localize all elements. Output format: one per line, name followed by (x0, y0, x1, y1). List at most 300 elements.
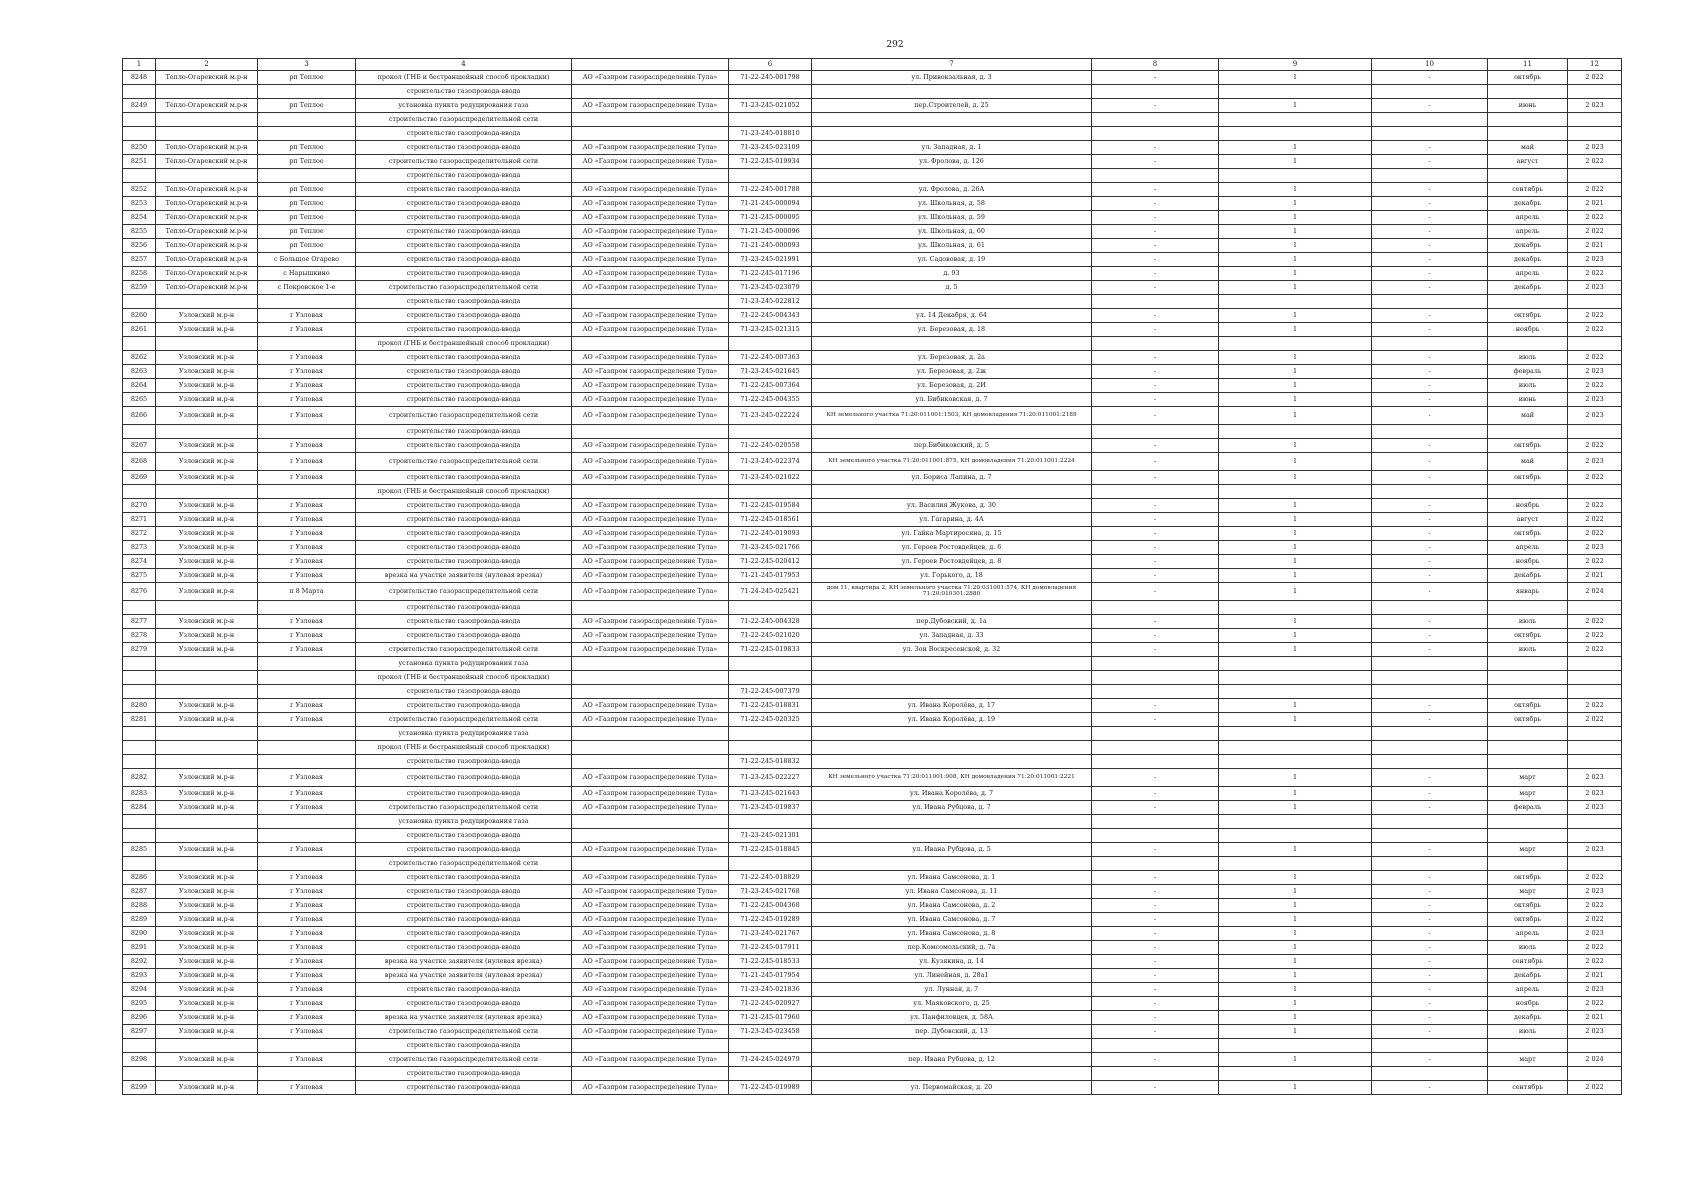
quantity-cell: 1 (1219, 955, 1372, 969)
month-cell: июль (1488, 1025, 1568, 1039)
work-type-cell: строительство газораспределительной сети (356, 113, 572, 127)
locality-cell (258, 727, 356, 741)
table-row (123, 569, 1622, 583)
address-cell: ул. 14 Декабря, д. 64 (812, 309, 1092, 323)
table-row (123, 615, 1622, 629)
district-cell: Узловский м.р-н (156, 583, 258, 601)
district-cell: Узловский м.р-н (156, 499, 258, 513)
row-number-cell: 8280 (123, 699, 156, 713)
locality-cell: г Узловая (258, 499, 356, 513)
dash-cell (1372, 85, 1488, 99)
organization-cell: АО «Газпром газораспределение Тула» (572, 211, 729, 225)
district-cell (156, 113, 258, 127)
quantity-cell (1219, 1067, 1372, 1081)
district-cell (156, 295, 258, 309)
dash-cell (1092, 815, 1219, 829)
address-cell: ул. Василия Жукова, д. 30 (812, 499, 1092, 513)
table-row (123, 671, 1622, 685)
locality-cell: г Узловая (258, 439, 356, 453)
work-type-cell: строительство газопровода-ввода (356, 183, 572, 197)
month-cell (1488, 857, 1568, 871)
dash-cell: - (1372, 629, 1488, 643)
dash-cell: - (1092, 801, 1219, 815)
quantity-cell: 1 (1219, 1081, 1372, 1095)
organization-cell: АО «Газпром газораспределение Тула» (572, 183, 729, 197)
organization-cell: АО «Газпром газораспределение Тула» (572, 197, 729, 211)
code-cell (729, 727, 812, 741)
year-cell: 2 023 (1568, 365, 1622, 379)
dash-cell: - (1372, 499, 1488, 513)
year-cell: 2 023 (1568, 927, 1622, 941)
dash-cell: - (1092, 699, 1219, 713)
month-cell (1488, 127, 1568, 141)
dash-cell: - (1092, 583, 1219, 601)
code-cell: 71-22-245-007379 (729, 685, 812, 699)
table-row (123, 439, 1622, 453)
table-row (123, 885, 1622, 899)
quantity-cell: 1 (1219, 983, 1372, 997)
col-header (572, 59, 729, 71)
dash-cell (1372, 485, 1488, 499)
district-cell (156, 657, 258, 671)
dash-cell (1092, 337, 1219, 351)
address-cell: ул. Фролова, д. 26А (812, 183, 1092, 197)
table-row (123, 85, 1622, 99)
locality-cell: г Узловая (258, 541, 356, 555)
dash-cell: - (1092, 569, 1219, 583)
year-cell (1568, 1067, 1622, 1081)
work-type-cell: строительство газопровода-ввода (356, 499, 572, 513)
locality-cell: г Узловая (258, 1025, 356, 1039)
month-cell: декабрь (1488, 969, 1568, 983)
dash-cell: - (1092, 379, 1219, 393)
work-type-cell: строительство газопровода-ввода (356, 127, 572, 141)
quantity-cell (1219, 815, 1372, 829)
code-cell: 71-22-245-020558 (729, 439, 812, 453)
work-type-cell: строительство газопровода-ввода (356, 351, 572, 365)
quantity-cell: 1 (1219, 323, 1372, 337)
dash-cell: - (1372, 801, 1488, 815)
organization-cell (572, 85, 729, 99)
work-type-cell: строительство газопровода-ввода (356, 541, 572, 555)
dash-cell: - (1092, 211, 1219, 225)
dash-cell: - (1092, 439, 1219, 453)
organization-cell: АО «Газпром газораспределение Тула» (572, 379, 729, 393)
work-type-cell: строительство газопровода-ввода (356, 169, 572, 183)
year-cell (1568, 829, 1622, 843)
quantity-cell (1219, 857, 1372, 871)
code-cell: 71-22-245-019934 (729, 155, 812, 169)
locality-cell: г Узловая (258, 1011, 356, 1025)
dash-cell (1092, 169, 1219, 183)
row-number-cell (123, 857, 156, 871)
month-cell: март (1488, 1053, 1568, 1067)
work-type-cell: строительство газораспределительной сети (356, 713, 572, 727)
row-number-cell: 8253 (123, 197, 156, 211)
dash-cell: - (1372, 699, 1488, 713)
address-cell: КН земельного участка 71:20:011001:1503, КН домовладения 71:20:011001:2189 (812, 407, 1092, 425)
quantity-cell (1219, 601, 1372, 615)
address-cell (812, 857, 1092, 871)
code-cell (729, 671, 812, 685)
table-row (123, 927, 1622, 941)
address-cell (812, 671, 1092, 685)
dash-cell (1372, 671, 1488, 685)
code-cell (729, 169, 812, 183)
locality-cell: рп Теплое (258, 141, 356, 155)
code-cell: 71-22-245-018561 (729, 513, 812, 527)
table-row (123, 555, 1622, 569)
table-row (123, 281, 1622, 295)
row-number-cell (123, 601, 156, 615)
row-number-cell: 8286 (123, 871, 156, 885)
locality-cell (258, 671, 356, 685)
district-cell: Тепло-Огаревский м.р-н (156, 71, 258, 85)
quantity-cell: 1 (1219, 699, 1372, 713)
district-cell: Тепло-Огаревский м.р-н (156, 225, 258, 239)
organization-cell (572, 815, 729, 829)
district-cell: Узловский м.р-н (156, 439, 258, 453)
code-cell: 71-23-245-021767 (729, 927, 812, 941)
dash-cell (1372, 601, 1488, 615)
address-cell (812, 727, 1092, 741)
locality-cell (258, 113, 356, 127)
month-cell: декабрь (1488, 239, 1568, 253)
district-cell: Тепло-Огаревский м.р-н (156, 155, 258, 169)
dash-cell: - (1092, 453, 1219, 471)
row-number-cell (123, 815, 156, 829)
month-cell: август (1488, 155, 1568, 169)
organization-cell: АО «Газпром газораспределение Тула» (572, 541, 729, 555)
year-cell: 2 022 (1568, 471, 1622, 485)
locality-cell: рп Теплое (258, 197, 356, 211)
dash-cell: - (1092, 769, 1219, 787)
quantity-cell: 1 (1219, 281, 1372, 295)
locality-cell: г Узловая (258, 913, 356, 927)
work-type-cell: строительство газораспределительной сети (356, 583, 572, 601)
quantity-cell: 1 (1219, 913, 1372, 927)
table-row (123, 485, 1622, 499)
row-number-cell: 8287 (123, 885, 156, 899)
dash-cell: - (1372, 871, 1488, 885)
dash-cell: - (1092, 267, 1219, 281)
address-cell: ул. Ивана Самсонова, д. 1 (812, 871, 1092, 885)
year-cell: 2 023 (1568, 99, 1622, 113)
district-cell: Узловский м.р-н (156, 379, 258, 393)
work-type-cell: строительство газопровода-ввода (356, 253, 572, 267)
locality-cell: с Большое Огарево (258, 253, 356, 267)
code-cell: 71-24-245-024979 (729, 1053, 812, 1067)
locality-cell (258, 485, 356, 499)
work-type-cell: строительство газопровода-ввода (356, 1067, 572, 1081)
address-cell: ул. Школьная, д. 60 (812, 225, 1092, 239)
locality-cell (258, 337, 356, 351)
work-type-cell: строительство газопровода-ввода (356, 393, 572, 407)
code-cell: 71-22-245-018533 (729, 955, 812, 969)
table-row (123, 699, 1622, 713)
code-cell: 71-21-245-000095 (729, 211, 812, 225)
district-cell (156, 1067, 258, 1081)
quantity-cell: 1 (1219, 555, 1372, 569)
organization-cell: АО «Газпром газораспределение Тула» (572, 913, 729, 927)
work-type-cell: строительство газопровода-ввода (356, 85, 572, 99)
row-number-cell: 8260 (123, 309, 156, 323)
address-cell: ул. Ивана Рубцова, д. 5 (812, 843, 1092, 857)
code-cell: 71-23-245-021022 (729, 471, 812, 485)
organization-cell (572, 657, 729, 671)
address-cell: пер.Дубовский, д. 1а (812, 615, 1092, 629)
dash-cell: - (1092, 1081, 1219, 1095)
work-type-cell: строительство газопровода-ввода (356, 769, 572, 787)
district-cell: Узловский м.р-н (156, 569, 258, 583)
quantity-cell: 1 (1219, 141, 1372, 155)
page-number: 292 (886, 40, 904, 50)
locality-cell: г Узловая (258, 899, 356, 913)
district-cell: Узловский м.р-н (156, 643, 258, 657)
quantity-cell: 1 (1219, 211, 1372, 225)
work-type-cell: врезка на участке заявителя (нулевая врезка) (356, 969, 572, 983)
dash-cell: - (1092, 871, 1219, 885)
quantity-cell: 1 (1219, 615, 1372, 629)
locality-cell: с Нарышкино (258, 267, 356, 281)
year-cell: 2 023 (1568, 253, 1622, 267)
work-type-cell: строительство газораспределительной сети (356, 281, 572, 295)
month-cell: октябрь (1488, 699, 1568, 713)
month-cell: апрель (1488, 267, 1568, 281)
address-cell (812, 85, 1092, 99)
district-cell: Узловский м.р-н (156, 323, 258, 337)
table-row (123, 323, 1622, 337)
year-cell: 2 022 (1568, 439, 1622, 453)
locality-cell (258, 601, 356, 615)
district-cell: Тепло-Огаревский м.р-н (156, 99, 258, 113)
dash-cell: - (1092, 787, 1219, 801)
work-type-cell: установка пункта редуцирования газа (356, 815, 572, 829)
year-cell (1568, 741, 1622, 755)
year-cell (1568, 601, 1622, 615)
dash-cell: - (1372, 541, 1488, 555)
table-row (123, 899, 1622, 913)
month-cell (1488, 685, 1568, 699)
year-cell: 2 023 (1568, 453, 1622, 471)
work-type-cell: строительство газопровода-ввода (356, 225, 572, 239)
locality-cell: рп Теплое (258, 211, 356, 225)
dash-cell: - (1372, 913, 1488, 927)
year-cell: 2 022 (1568, 211, 1622, 225)
code-cell: 71-22-245-019093 (729, 527, 812, 541)
code-cell: 71-23-245-021768 (729, 885, 812, 899)
address-cell: дом 11, квартира 2, КН земельного участка 71:20:031001:574, КН домовладения 71:20:010301:2880 (812, 583, 1092, 601)
row-number-cell: 8252 (123, 183, 156, 197)
district-cell: Узловский м.р-н (156, 1011, 258, 1025)
month-cell: апрель (1488, 541, 1568, 555)
district-cell (156, 169, 258, 183)
locality-cell (258, 85, 356, 99)
address-cell: ул. Лунная, д. 7 (812, 983, 1092, 997)
year-cell: 2 022 (1568, 527, 1622, 541)
month-cell: февраль (1488, 365, 1568, 379)
address-cell: ул. Маяковского, д. 25 (812, 997, 1092, 1011)
work-type-cell: строительство газораспределительной сети (356, 155, 572, 169)
address-cell: ул. Березовая, д. 2а (812, 351, 1092, 365)
dash-cell: - (1372, 351, 1488, 365)
row-number-cell (123, 425, 156, 439)
district-cell: Узловский м.р-н (156, 615, 258, 629)
row-number-cell: 8272 (123, 527, 156, 541)
organization-cell: АО «Газпром газораспределение Тула» (572, 365, 729, 379)
quantity-cell: 1 (1219, 1053, 1372, 1067)
dash-cell: - (1092, 239, 1219, 253)
row-number-cell: 8276 (123, 583, 156, 601)
work-type-cell: строительство газопровода-ввода (356, 379, 572, 393)
dash-cell: - (1092, 643, 1219, 657)
locality-cell: г Узловая (258, 983, 356, 997)
locality-cell: г Узловая (258, 471, 356, 485)
row-number-cell: 8285 (123, 843, 156, 857)
dash-cell (1092, 127, 1219, 141)
month-cell (1488, 1067, 1568, 1081)
dash-cell: - (1092, 955, 1219, 969)
table-row (123, 755, 1622, 769)
locality-cell: г Узловая (258, 569, 356, 583)
dash-cell: - (1092, 555, 1219, 569)
organization-cell: АО «Газпром газораспределение Тула» (572, 871, 729, 885)
locality-cell: г Узловая (258, 871, 356, 885)
address-cell: ул. Ивана Самсонова, д. 8 (812, 927, 1092, 941)
locality-cell: г Узловая (258, 555, 356, 569)
row-number-cell: 8277 (123, 615, 156, 629)
year-cell (1568, 685, 1622, 699)
organization-cell: АО «Газпром газораспределение Тула» (572, 843, 729, 857)
code-cell: 71-22-245-019584 (729, 499, 812, 513)
organization-cell (572, 127, 729, 141)
year-cell: 2 022 (1568, 267, 1622, 281)
district-cell (156, 1039, 258, 1053)
table-row (123, 829, 1622, 843)
month-cell: май (1488, 453, 1568, 471)
year-cell: 2 021 (1568, 969, 1622, 983)
address-cell: ул. Бориса Лапина, д. 7 (812, 471, 1092, 485)
year-cell: 2 022 (1568, 323, 1622, 337)
dash-cell: - (1372, 393, 1488, 407)
dash-cell: - (1372, 253, 1488, 267)
row-number-cell: 8263 (123, 365, 156, 379)
organization-cell: АО «Газпром газораспределение Тула» (572, 267, 729, 281)
dash-cell (1092, 1039, 1219, 1053)
organization-cell (572, 857, 729, 871)
locality-cell: г Узловая (258, 309, 356, 323)
organization-cell: АО «Газпром газораспределение Тула» (572, 769, 729, 787)
month-cell: январь (1488, 583, 1568, 601)
organization-cell (572, 685, 729, 699)
locality-cell (258, 127, 356, 141)
code-cell: 71-22-245-004328 (729, 615, 812, 629)
table-row (123, 629, 1622, 643)
month-cell (1488, 1039, 1568, 1053)
locality-cell: рп Теплое (258, 71, 356, 85)
locality-cell: г Узловая (258, 365, 356, 379)
district-cell (156, 671, 258, 685)
table-row (123, 643, 1622, 657)
code-cell: 71-23-245-023079 (729, 281, 812, 295)
address-cell (812, 829, 1092, 843)
dash-cell: - (1092, 513, 1219, 527)
quantity-cell (1219, 727, 1372, 741)
address-cell: ул. Школьная, д. 58 (812, 197, 1092, 211)
district-cell: Узловский м.р-н (156, 801, 258, 815)
address-cell: ул. Ивана Самсонова, д. 7 (812, 913, 1092, 927)
organization-cell: АО «Газпром газораспределение Тула» (572, 99, 729, 113)
quantity-cell: 1 (1219, 99, 1372, 113)
row-number-cell: 8289 (123, 913, 156, 927)
dash-cell: - (1092, 99, 1219, 113)
col-header: 7 (812, 59, 1092, 71)
code-cell: 71-23-245-021645 (729, 365, 812, 379)
code-cell: 71-22-245-001798 (729, 71, 812, 85)
district-cell (156, 601, 258, 615)
district-cell: Тепло-Огаревский м.р-н (156, 253, 258, 267)
quantity-cell: 1 (1219, 439, 1372, 453)
organization-cell: АО «Газпром газораспределение Тула» (572, 323, 729, 337)
month-cell: октябрь (1488, 439, 1568, 453)
organization-cell: АО «Газпром газораспределение Тула» (572, 555, 729, 569)
month-cell: октябрь (1488, 527, 1568, 541)
locality-cell (258, 829, 356, 843)
month-cell: декабрь (1488, 281, 1568, 295)
dash-cell: - (1372, 239, 1488, 253)
row-number-cell: 8275 (123, 569, 156, 583)
dash-cell: - (1092, 969, 1219, 983)
row-number-cell: 8258 (123, 267, 156, 281)
address-cell: пер. Ивана Рубцова, д. 12 (812, 1053, 1092, 1067)
year-cell: 2 023 (1568, 983, 1622, 997)
row-number-cell: 8261 (123, 323, 156, 337)
month-cell (1488, 815, 1568, 829)
month-cell: июль (1488, 615, 1568, 629)
work-type-cell: строительство газораспределительной сети (356, 643, 572, 657)
quantity-cell: 1 (1219, 769, 1372, 787)
organization-cell: АО «Газпром газораспределение Тула» (572, 71, 729, 85)
month-cell: ноябрь (1488, 499, 1568, 513)
month-cell (1488, 113, 1568, 127)
table-row (123, 379, 1622, 393)
year-cell: 2 022 (1568, 71, 1622, 85)
work-type-cell: прокол (ГНБ и бестраншейный способ прокладки) (356, 71, 572, 85)
organization-cell: АО «Газпром газораспределение Тула» (572, 1053, 729, 1067)
table-row (123, 787, 1622, 801)
locality-cell: г Узловая (258, 955, 356, 969)
year-cell: 2 022 (1568, 615, 1622, 629)
dash-cell: - (1092, 365, 1219, 379)
year-cell (1568, 425, 1622, 439)
quantity-cell (1219, 425, 1372, 439)
col-header: 9 (1219, 59, 1372, 71)
dash-cell: - (1092, 997, 1219, 1011)
quantity-cell: 1 (1219, 197, 1372, 211)
organization-cell: АО «Газпром газораспределение Тула» (572, 309, 729, 323)
organization-cell: АО «Газпром газораспределение Тула» (572, 615, 729, 629)
district-cell (156, 741, 258, 755)
month-cell (1488, 671, 1568, 685)
organization-cell: АО «Газпром газораспределение Тула» (572, 569, 729, 583)
month-cell: февраль (1488, 801, 1568, 815)
organization-cell: АО «Газпром газораспределение Тула» (572, 141, 729, 155)
dash-cell: - (1092, 197, 1219, 211)
address-cell (812, 755, 1092, 769)
year-cell: 2 022 (1568, 997, 1622, 1011)
address-cell: ул. Горького, д. 18 (812, 569, 1092, 583)
month-cell: май (1488, 141, 1568, 155)
